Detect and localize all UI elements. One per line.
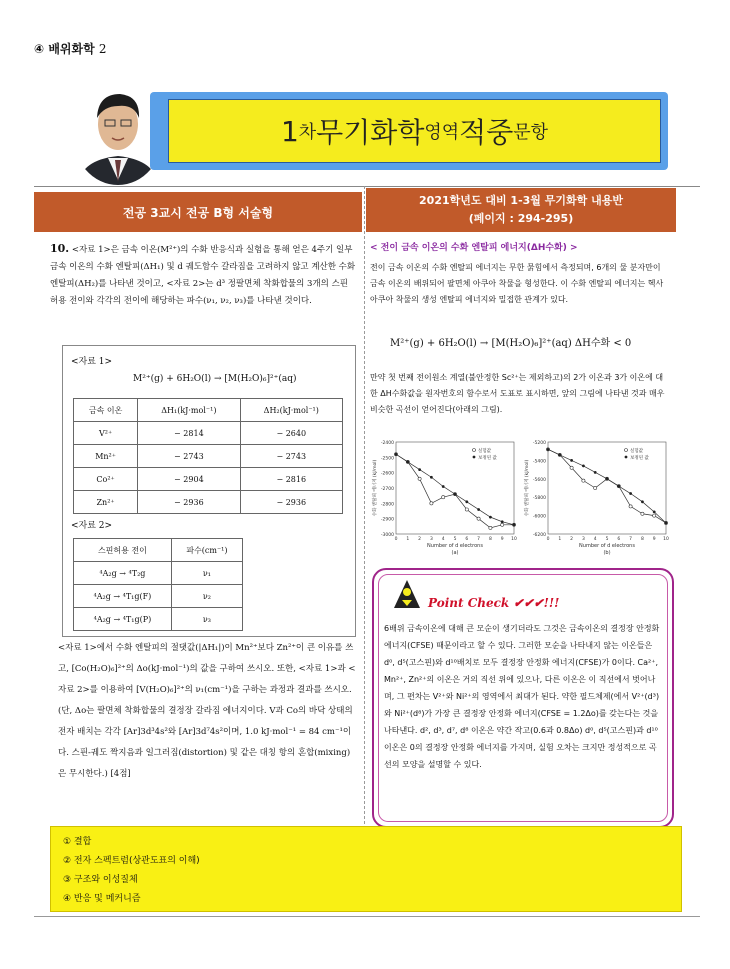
- x-tick-label: 7: [477, 537, 481, 542]
- y-tick-label: -2900: [380, 517, 394, 523]
- y-tick-label: -2400: [380, 441, 394, 446]
- y-tick-label: -2700: [380, 487, 394, 492]
- right-equation: M²⁺(g) + 6H₂O(l) → [M(H₂O)₆]²⁺(aq) ΔH수화 < 0: [390, 338, 632, 349]
- x-tick-label: 8: [488, 537, 492, 542]
- question-body: <자료 1>에서 수화 엔탈피의 절댓값(|ΔH₁|)이 Mn²⁺보다 Zn²⁺이 큰 이유를 쓰고, [Co(H₂O)₆]²⁺의 Δo(kJ·mol⁻¹)의 값을 구하여 쓰시오. 또한, <자료 1>과 <자료 2>를 이용하여 [V(H₂O)₆]²⁺의 ν₁(cm⁻¹)을 구하는 과정과 결과를 쓰시오. (단, Δo는 팔면체 착화합물의 결정장 갈라짐 에너지이다. V과 Co의 바닥 상태의 전자 배치는 각각 [Ar]3d³4s²와 [Ar]3d⁷4s²이며, 1.0 kJ·mol⁻¹ = 84 cm⁻¹이다. 스핀-궤도 짝지음과 일그러짐(distortion) 및 같은 대칭 항의 혼합(mixing)은 무시한다.) [4점]: [58, 643, 356, 779]
- data-point: [465, 508, 468, 511]
- x-tick-label: 5: [453, 537, 457, 542]
- x-tick-label: 6: [465, 537, 469, 542]
- data-point: [641, 500, 644, 503]
- x-tick-label: 3: [429, 537, 433, 542]
- table-cell: Co²⁺: [74, 468, 138, 491]
- y-tick-label: -6200: [532, 533, 546, 538]
- x-tick-label: 10: [511, 537, 517, 542]
- y-tick-label: -5400: [532, 459, 546, 465]
- legend-marker: [473, 456, 476, 459]
- data-point: [547, 448, 550, 451]
- table-row: [74, 468, 343, 491]
- x-tick-label: 1: [558, 537, 562, 542]
- left-section-bar: 전공 3교시 전공 B형 서술형: [34, 192, 362, 232]
- table-cell: ν₁: [171, 562, 242, 585]
- y-tick-label: -2800: [380, 502, 394, 508]
- right-bar-line2: (페이지 : 294-295): [468, 212, 574, 225]
- table-cell: Mn²⁺: [74, 445, 138, 468]
- right-title: < 전이 금속 이온의 수화 엔탈피 에너지(ΔH수화) >: [370, 243, 578, 253]
- topics-box: [50, 826, 682, 912]
- data-point: [442, 496, 445, 499]
- table-cell: ⁴A₂g → ⁴T₁g(F): [74, 585, 172, 608]
- data2-table: [73, 538, 243, 631]
- table-cell: − 2816: [240, 468, 342, 491]
- table-cell: ⁴A₂g → ⁴T₁g(P): [74, 608, 172, 631]
- table-cell: Zn²⁺: [74, 491, 138, 514]
- table-row: [74, 445, 343, 468]
- data-point: [594, 486, 597, 489]
- data1-equation: M²⁺(g) + 6H₂O(l) → [M(H₂O)₆]²⁺(aq): [133, 374, 297, 384]
- table-header: 금속 이온: [74, 399, 138, 422]
- x-tick-label: 4: [441, 537, 445, 542]
- topic-item: ① 결합: [63, 837, 92, 847]
- column-divider: [364, 186, 365, 824]
- x-tick-label: 0: [394, 537, 398, 542]
- y-tick-label: -3000: [380, 533, 394, 538]
- page-header: [34, 40, 107, 57]
- data-point: [582, 479, 585, 482]
- right-section-bar: [366, 188, 676, 232]
- title-part: 문항: [513, 122, 549, 143]
- x-tick-label: 0: [546, 537, 550, 542]
- data-point: [489, 516, 492, 519]
- x-tick-label: 2: [418, 537, 422, 542]
- title-part: 영역: [424, 122, 460, 143]
- table-cell: ν₃: [171, 608, 242, 631]
- x-tick-label: 3: [581, 537, 585, 542]
- x-tick-label: 10: [663, 537, 669, 542]
- table-row: [74, 491, 343, 514]
- table-header: ΔH₂(kJ·mol⁻¹): [240, 399, 342, 422]
- data-point: [501, 520, 504, 523]
- data-point: [629, 492, 632, 495]
- page-number: 2: [98, 42, 107, 56]
- table-cell: ν₂: [171, 585, 242, 608]
- right-para1: 전이 금속 이온의 수화 엔탈피 에너지는 무한 묽힘에서 측정되며, 6개의 물 분자만이 금속 이온의 배위되어 팔면체 아쿠아 착물을 형성한다. 이 수화 엔탈피 에너지는 헥사아쿠아 착물의 생성 엔탈피 에너지와 밀접한 관계가 있다.: [370, 263, 664, 304]
- data-point: [570, 459, 573, 462]
- data-point: [477, 508, 480, 511]
- data2-label: <자료 2>: [71, 521, 113, 531]
- y-tick-label: -6000: [532, 514, 546, 520]
- data-point: [454, 493, 457, 496]
- topic-item: ③ 구조와 이성질체: [63, 875, 138, 885]
- series-line: [396, 454, 514, 528]
- data1-table: [73, 398, 343, 514]
- y-tick-label: -5800: [532, 496, 546, 502]
- x-tick-label: 9: [500, 537, 504, 542]
- title-part: 차: [298, 122, 317, 143]
- right-bar-line1: 2021학년도 대비 1-3월 무기화학 내용반: [419, 194, 623, 207]
- x-tick-label: 4: [593, 537, 597, 542]
- table-row: [74, 562, 243, 585]
- data-point: [641, 512, 644, 515]
- table-header: 파수(cm⁻¹): [171, 539, 242, 562]
- data-point: [442, 485, 445, 488]
- table-cell: − 2936: [138, 491, 240, 514]
- table-cell: − 2904: [138, 468, 240, 491]
- table-header: 스핀허용 전이: [74, 539, 172, 562]
- y-tick-label: -2500: [380, 456, 394, 462]
- x-tick-label: 6: [617, 537, 621, 542]
- data-point: [513, 523, 516, 526]
- legend-label: 실험값: [630, 449, 644, 454]
- divider: [34, 186, 700, 187]
- x-axis-label: Number of d electrons: [579, 543, 635, 549]
- y-axis-label: 수화 엔탈피 에너지 (kJ/mol): [373, 459, 378, 517]
- question-intro: [50, 240, 356, 310]
- x-axis-label: Number of d electrons: [427, 543, 483, 549]
- warning-figure-icon: [392, 578, 422, 612]
- data-box: [62, 345, 356, 637]
- topic-item: ② 전자 스펙트럼(상관도표의 이해): [63, 856, 200, 866]
- data-point: [418, 477, 421, 480]
- legend-marker: [625, 456, 628, 459]
- data-point: [558, 453, 561, 456]
- data-point: [418, 468, 421, 471]
- legend-marker: [625, 449, 628, 452]
- data-point: [606, 477, 609, 480]
- table-cell: − 2936: [240, 491, 342, 514]
- y-tick-label: -2600: [380, 471, 394, 477]
- data-point: [665, 522, 668, 525]
- x-tick-label: 2: [570, 537, 574, 542]
- point-check-text: 6배위 금속이온에 대해 큰 모순이 생기더라도 그것은 금속이온의 결정장 안정화 에너지(CFSE) 때문이라고 할 수 있다. 그러한 모순을 나타내지 않는 이온들은 d⁰, d⁵(고스핀)와 d¹⁰배치로 모두 결정장 안정화 에너지(CFSE)가 0이다. Ca²⁺, Mn²⁺, Zn²⁺의 이온은 거의 직선 위에 있으나, 다른 이온은 이 직선에서 벗어나며, 그 편차는 V²⁺와 Ni²⁺의 영역에서 최대가 된다. 약한 필드체제(에서 V²⁺(d³)와 Ni²⁺(d⁸)가 가장 큰 결정장 안정화 에너지(CFSE = 1.2Δo)를 갖는다는 것을 나타낸다. d², d³, d⁷, d⁸ 이온은 약간 작고(0.6과 0.8Δo) d⁰, d⁵(고스핀)과 d¹⁰ 이온은 0의 결정장 안정화 에너지를 가지며, 실험 오차는 크지만 정성적으로 곡선의 모양을 설명할 수 있다.: [384, 624, 660, 769]
- data-point: [501, 523, 504, 526]
- data-point: [430, 502, 433, 505]
- section-label: ④ 배위화학: [34, 42, 95, 56]
- right-para2: 만약 첫 번째 전이원소 계열(불안정한 Sc²⁺는 제외하고)의 2가 이온과 3가 이온에 대한 ΔH수화값을 원자번호의 함수로서 도표로 표시하면, 앞의 그림에 나타낸 것과 매우 비슷한 곡선이 얻어진다(아래의 그림).: [370, 373, 665, 414]
- data-point: [629, 505, 632, 508]
- title-part: 적중: [459, 116, 514, 149]
- table-cell: ⁴A₂g → ⁴T₂g: [74, 562, 172, 585]
- title-text: [168, 99, 661, 163]
- title-part: 1: [280, 114, 299, 148]
- data-point: [395, 453, 398, 456]
- legend-label: 보정된 값: [478, 456, 497, 461]
- table-row: [74, 422, 343, 445]
- data-point: [582, 465, 585, 468]
- topic-item: ④ 반응 및 메커니즘: [63, 894, 141, 904]
- data-point: [570, 466, 573, 469]
- x-tick-label: 1: [406, 537, 410, 542]
- table-header: ΔH₁(kJ·mol⁻¹): [138, 399, 240, 422]
- legend-label: 보정된 값: [630, 456, 649, 461]
- data1-label: <자료 1>: [71, 357, 113, 367]
- title-part: 무기화학: [316, 116, 425, 149]
- panel-label: (a): [451, 550, 459, 556]
- question-intro-text: <자료 1>은 금속 이온(M²⁺)의 수화 반응식과 실험을 통해 얻은 4주기 일부 금속 이온의 수화 엔탈피(ΔH₁) 및 d 궤도함수 갈라짐을 고려하지 않고 계산한 수화 엔탈피(ΔH₂)를 나타낸 것이고, <자료 2>는 d³ 정팔면체 착화합물의 3개의 스핀허용 전이와 각각의 전이에 해당하는 파수(ν₁, ν₂, ν₃)를 나타낸 것이다.: [50, 245, 356, 306]
- table-cell: − 2743: [240, 445, 342, 468]
- table-cell: − 2743: [138, 445, 240, 468]
- data-point: [406, 461, 409, 464]
- x-tick-label: 9: [652, 537, 656, 542]
- point-check-title: Point Check ✔✔✔!!!: [428, 596, 560, 610]
- hydration-charts: [368, 438, 670, 562]
- table-cell: − 2640: [240, 422, 342, 445]
- table-row: [74, 585, 243, 608]
- question-number: 10.: [50, 242, 70, 255]
- table-cell: − 2814: [138, 422, 240, 445]
- y-axis-label: 수화 엔탈피 에너지 (kJ/mol): [525, 459, 530, 517]
- data-point: [465, 500, 468, 503]
- bottom-rule: [34, 916, 700, 917]
- data-point: [477, 517, 480, 520]
- table-row: [74, 608, 243, 631]
- y-tick-label: -5600: [532, 477, 546, 483]
- legend-marker: [473, 449, 476, 452]
- table-cell: V²⁺: [74, 422, 138, 445]
- panel-label: (b): [603, 550, 611, 556]
- data-point: [594, 471, 597, 474]
- data-point: [617, 485, 620, 488]
- title-banner: [150, 92, 668, 170]
- y-tick-label: -5200: [532, 441, 546, 446]
- data-point: [489, 526, 492, 529]
- data-point: [653, 514, 656, 517]
- legend-label: 실험값: [478, 449, 492, 454]
- x-tick-label: 7: [629, 537, 633, 542]
- data-point: [653, 511, 656, 514]
- x-tick-label: 8: [640, 537, 644, 542]
- series-line: [396, 454, 514, 525]
- x-tick-label: 5: [605, 537, 609, 542]
- data-point: [430, 476, 433, 479]
